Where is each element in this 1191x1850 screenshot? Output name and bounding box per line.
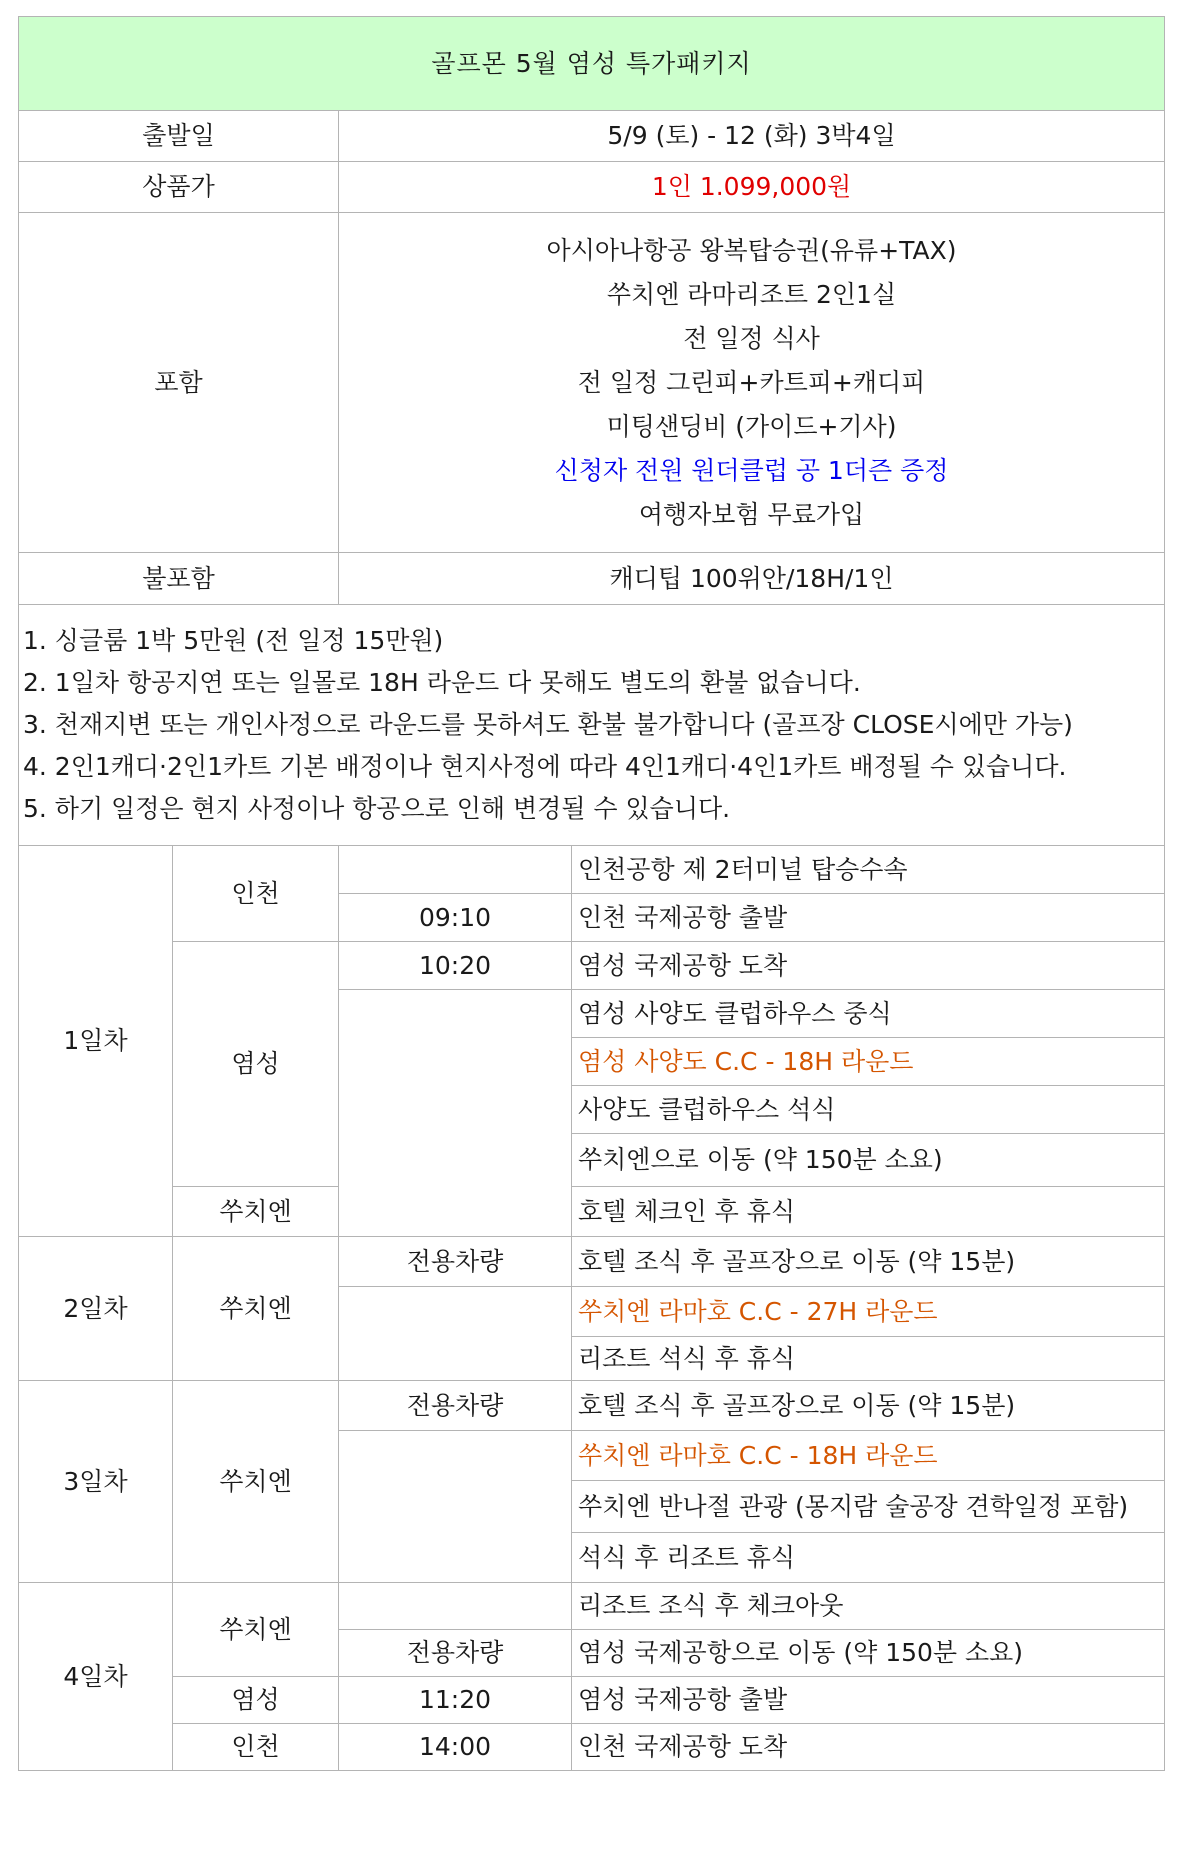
schedule-item: 석식 후 리조트 휴식 (572, 1533, 1165, 1583)
time-cell-empty (339, 1287, 572, 1381)
time-cell: 09:10 (339, 894, 572, 942)
included-item-gift: 신청자 전원 원더클럽 공 1더즌 증정 (554, 455, 949, 485)
day-label: 2일차 (19, 1237, 173, 1381)
schedule-item: 인천공항 제 2터미널 탑승수속 (572, 846, 1165, 894)
time-cell: 전용차량 (339, 1381, 572, 1431)
included-item: 전 일정 그린피+카트피+캐디피 (577, 367, 926, 397)
package-table (18, 16, 1165, 1771)
time-cell-empty (339, 990, 572, 1237)
location-cell: 염성 (173, 942, 339, 1187)
schedule-item: 염성 사양도 클럽하우스 중식 (572, 990, 1165, 1038)
included-label: 포함 (19, 213, 339, 553)
schedule-item: 호텔 조식 후 골프장으로 이동 (약 15분) (572, 1237, 1165, 1287)
note-line: 3. 천재지변 또는 개인사정으로 라운드를 못하셔도 환불 불가합니다 (골프장 CLOSE시에만 가능) (23, 710, 1073, 739)
note-line: 4. 2인1캐디·2인1카트 기본 배정이나 현지사정에 따라 4인1캐디·4인1카트 배정될 수 있습니다. (23, 752, 1067, 781)
schedule-item: 호텔 조식 후 골프장으로 이동 (약 15분) (572, 1381, 1165, 1431)
location-cell: 염성 (173, 1677, 339, 1724)
schedule-item-round: 염성 사양도 C.C - 18H 라운드 (572, 1038, 1165, 1086)
note-line: 5. 하기 일정은 현지 사정이나 항공으로 인해 변경될 수 있습니다. (23, 794, 731, 823)
time-cell: 14:00 (339, 1724, 572, 1771)
included-item: 여행자보험 무료가입 (638, 499, 865, 529)
included-item: 미팅샌딩비 (가이드+기사) (606, 411, 897, 441)
included-list (339, 213, 1165, 553)
schedule-item: 염성 국제공항 출발 (572, 1677, 1165, 1724)
departure-value: 5/9 (토) - 12 (화) 3박4일 (339, 111, 1165, 162)
time-cell-empty (339, 1431, 572, 1583)
included-item: 전 일정 식사 (683, 323, 820, 353)
time-cell: 전용차량 (339, 1630, 572, 1677)
schedule-item-round: 쑤치엔 라마호 C.C - 18H 라운드 (572, 1431, 1165, 1481)
schedule-item: 인천 국제공항 출발 (572, 894, 1165, 942)
day-label: 4일차 (19, 1583, 173, 1771)
included-item: 쑤치엔 라마리조트 2인1실 (606, 279, 897, 309)
time-cell-empty (339, 1583, 572, 1630)
time-cell: 10:20 (339, 942, 572, 990)
schedule-item: 호텔 체크인 후 휴식 (572, 1187, 1165, 1237)
schedule-item: 쑤치엔 반나절 관광 (몽지람 술공장 견학일정 포함) (572, 1481, 1165, 1533)
time-cell: 11:20 (339, 1677, 572, 1724)
location-cell: 쑤치엔 (173, 1187, 339, 1237)
schedule-item: 사양도 클럽하우스 석식 (572, 1086, 1165, 1134)
page-title: 골프몬 5월 염성 특가패키지 (19, 17, 1165, 111)
day-label: 3일차 (19, 1381, 173, 1583)
location-cell: 인천 (173, 846, 339, 942)
price-label: 상품가 (19, 162, 339, 213)
location-cell: 쑤치엔 (173, 1583, 339, 1677)
schedule-item: 염성 국제공항으로 이동 (약 150분 소요) (572, 1630, 1165, 1677)
location-cell: 인천 (173, 1724, 339, 1771)
time-cell: 전용차량 (339, 1237, 572, 1287)
schedule-item-round: 쑤치엔 라마호 C.C - 27H 라운드 (572, 1287, 1165, 1337)
price-value: 1인 1.099,000원 (339, 162, 1165, 213)
location-cell: 쑤치엔 (173, 1381, 339, 1583)
excluded-label: 불포함 (19, 553, 339, 605)
included-item: 아시아나항공 왕복탑승권(유류+TAX) (546, 235, 957, 265)
schedule-item: 인천 국제공항 도착 (572, 1724, 1165, 1771)
excluded-value: 캐디팁 100위안/18H/1인 (339, 553, 1165, 605)
schedule-item: 리조트 조식 후 체크아웃 (572, 1583, 1165, 1630)
schedule-item: 리조트 석식 후 휴식 (572, 1337, 1165, 1381)
departure-label: 출발일 (19, 111, 339, 162)
schedule-item: 쑤치엔으로 이동 (약 150분 소요) (572, 1134, 1165, 1187)
schedule-item: 염성 국제공항 도착 (572, 942, 1165, 990)
time-cell (339, 846, 572, 894)
day-label: 1일차 (19, 846, 173, 1237)
location-cell: 쑤치엔 (173, 1237, 339, 1381)
note-line: 1. 싱글룸 1박 5만원 (전 일정 15만원) (23, 626, 444, 655)
notes-box (19, 605, 1165, 846)
note-line: 2. 1일차 항공지연 또는 일몰로 18H 라운드 다 못해도 별도의 환불 없습니다. (23, 668, 861, 697)
